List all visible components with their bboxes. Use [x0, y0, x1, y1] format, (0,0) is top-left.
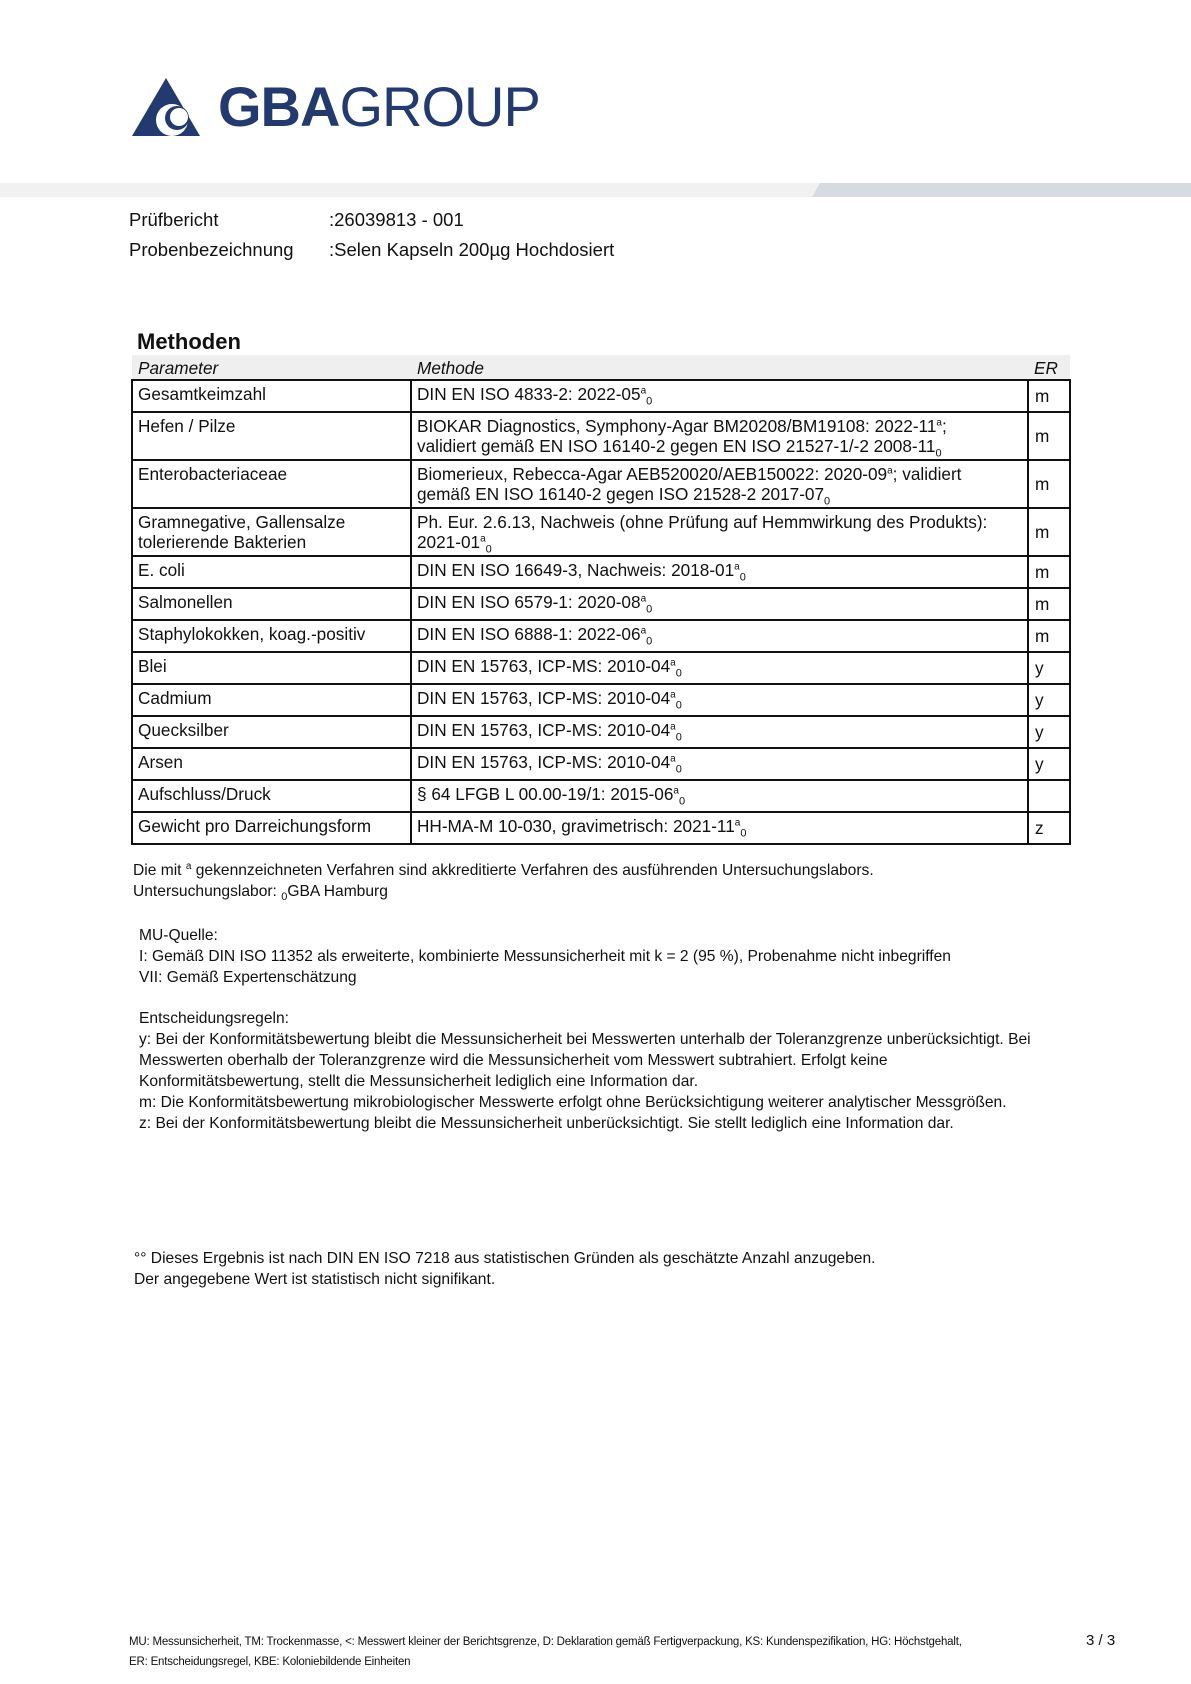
page-number: 3 / 3 — [1086, 1632, 1116, 1649]
footer-legend — [129, 1632, 1009, 1672]
table-row — [132, 652, 1070, 684]
er-cell: z — [1028, 812, 1070, 844]
er-cell: m — [1028, 380, 1070, 412]
method-cell: DIN EN ISO 6888-1: $2022-06^a_0$ — [411, 620, 1028, 652]
method-cell: DIN EN ISO 4833-2: $2022-05^a_0$ — [411, 380, 1028, 412]
table-row — [132, 684, 1070, 716]
mu-line-1: I: Gemäß DIN ISO 11352 als erweiterte, kombinierte Messunsicherheit mit k = 2 (95 %), Probenahme nicht inbegriffen — [139, 948, 951, 965]
param-cell: Enterobacteriaceae — [132, 460, 411, 508]
gba-triangle-icon — [130, 76, 202, 138]
param-cell: Salmonellen — [132, 588, 411, 620]
table-row — [132, 716, 1070, 748]
param-cell: Arsen — [132, 748, 411, 780]
param-cell: E. coli — [132, 556, 411, 588]
method-cell: BIOKAR Diagnostics, Symphony-Agar BM20208/BM19108: 2022-11$^a$; validiert gemäß EN ISO 16140-2 gegen EN ISO 21527-1/-2 $2008-11_0$ — [411, 412, 1028, 460]
rules-title: Entscheidungsregeln: — [139, 1010, 289, 1027]
method-cell: DIN EN ISO 16649-3, Nachweis: $2018-01^a_0$ — [411, 556, 1028, 588]
method-cell: Ph. Eur. 2.6.13, Nachweis (ohne Prüfung auf Hemmwirkung des Produkts): $2021-01^a_0$ — [411, 508, 1028, 556]
param-cell: Gramnegative, Gallensalze tolerierende Bakterien — [132, 508, 411, 556]
pruefbericht-value: :26039813 - 001 — [329, 209, 464, 230]
logo-wordmark: GBAGROUP — [218, 75, 540, 138]
table-row — [132, 380, 1070, 412]
er-cell: m — [1028, 588, 1070, 620]
report-meta — [129, 205, 829, 265]
er-cell: m — [1028, 620, 1070, 652]
rule-y-1: y: Bei der Konformitätsbewertung bleibt die Messunsicherheit bei Messwerten unterhalb der Toleranzgrenze unberücksichtigt. Bei — [139, 1031, 1031, 1048]
param-cell: Gewicht pro Darreichungsform — [132, 812, 411, 844]
decision-rules — [139, 1008, 1079, 1134]
header-band — [0, 183, 1191, 197]
table-row — [132, 780, 1070, 812]
er-cell: m — [1028, 460, 1070, 508]
rule-y-3: Konformitätsbewertung, stellt die Messunsicherheit lediglich eine Information dar. — [139, 1073, 699, 1090]
table-row — [132, 412, 1070, 460]
header-methode: Methode — [411, 355, 1028, 380]
table-row — [132, 748, 1070, 780]
param-cell: Blei — [132, 652, 411, 684]
mu-title: MU-Quelle: — [139, 927, 218, 944]
method-cell: DIN EN 15763, ICP-MS: $2010-04^a_0$ — [411, 716, 1028, 748]
param-cell: Hefen / Pilze — [132, 412, 411, 460]
er-cell: y — [1028, 716, 1070, 748]
estimate-line-2: Der angegebene Wert ist statistisch nicht signifikant. — [134, 1271, 496, 1288]
header-parameter: Parameter — [132, 355, 411, 380]
footer-line-2: ER: Entscheidungsregel, KBE: Koloniebildende Einheiten — [129, 1656, 411, 1668]
method-cell: DIN EN ISO 6579-1: $2020-08^a_0$ — [411, 588, 1028, 620]
accreditation-line: Die mit $^a$ gekennzeichneten Verfahren sind akkreditierte Verfahren des ausführenden Untersuchungslabors. — [133, 860, 874, 879]
er-cell: y — [1028, 684, 1070, 716]
probe-value: :Selen Kapseln 200µg Hochdosiert — [329, 239, 615, 260]
methods-header-row — [132, 355, 1070, 380]
table-row — [132, 588, 1070, 620]
methods-title: Methoden — [137, 329, 241, 354]
rule-z: z: Bei der Konformitätsbewertung bleibt die Messunsicherheit unberücksichtigt. Sie stellt lediglich eine Information dar. — [139, 1115, 954, 1132]
table-row — [132, 556, 1070, 588]
lab-line: Untersuchungslabor: $_0$GBA Hamburg — [133, 883, 388, 904]
mu-line-2: VII: Gemäß Expertenschätzung — [139, 969, 357, 986]
er-cell — [1028, 780, 1070, 812]
table-row — [132, 508, 1070, 556]
param-cell: Aufschluss/Druck — [132, 780, 411, 812]
er-cell: y — [1028, 748, 1070, 780]
param-cell: Gesamtkeimzahl — [132, 380, 411, 412]
table-row — [132, 460, 1070, 508]
rule-m: m: Die Konformitätsbewertung mikrobiologischer Messwerte erfolgt ohne Berücksichtigung weiterer analytischer Messgrößen. — [139, 1094, 1007, 1111]
er-cell: m — [1028, 508, 1070, 556]
table-row — [132, 812, 1070, 844]
er-cell: y — [1028, 652, 1070, 684]
method-cell: DIN EN 15763, ICP-MS: $2010-04^a_0$ — [411, 684, 1028, 716]
methods-table — [131, 355, 1071, 845]
param-cell: Cadmium — [132, 684, 411, 716]
er-cell: m — [1028, 556, 1070, 588]
rule-y-2: Messwerten oberhalb der Toleranzgrenze wird die Messunsicherheit vom Messwert subtrahiert. Erfolgt keine — [139, 1052, 888, 1069]
method-cell: DIN EN 15763, ICP-MS: $2010-04^a_0$ — [411, 748, 1028, 780]
header-er: ER — [1028, 355, 1070, 380]
er-cell: m — [1028, 412, 1070, 460]
method-cell: § 64 LFGB L 00.00-19/1: $2015-06^a_0$ — [411, 780, 1028, 812]
pruefbericht-label: Prüfbericht — [129, 209, 219, 230]
method-cell: DIN EN 15763, ICP-MS: $2010-04^a_0$ — [411, 652, 1028, 684]
footer-line-1: MU: Messunsicherheit, TM: Trockenmasse, <: Messwert kleiner der Berichtsgrenze, D: Deklaration gemäß Fertigverpackung, KS: Kundenspezifikation, HG: Höchstgehalt, — [129, 1636, 962, 1648]
method-cell: HH-MA-M 10-030, gravimetrisch: $2021-11^a_0$ — [411, 812, 1028, 844]
probe-label: Probenbezeichnung — [129, 239, 294, 260]
estimate-note — [134, 1248, 1074, 1290]
param-cell: Quecksilber — [132, 716, 411, 748]
param-cell: Staphylokokken, koag.-positiv — [132, 620, 411, 652]
table-row — [132, 620, 1070, 652]
gba-group-logo — [130, 76, 590, 142]
mu-source — [139, 925, 1079, 988]
estimate-line-1: °° Dieses Ergebnis ist nach DIN EN ISO 7218 aus statistischen Gründen als geschätzte Anzahl anzugeben. — [134, 1250, 876, 1267]
method-cell: Biomerieux, Rebecca-Agar AEB520020/AEB150022: 2020-09$^a$; validiert gemäß EN ISO 16140-2 gegen ISO 21528-2 $2017-07_0$ — [411, 460, 1028, 508]
accreditation-note — [133, 860, 1073, 902]
